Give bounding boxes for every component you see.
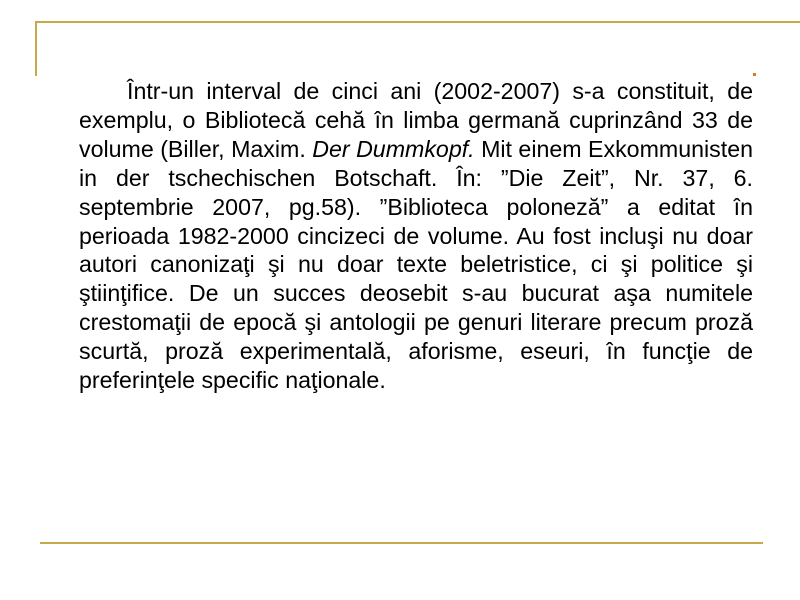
paragraph-text-end: Mit einem Exkommunisten in der tschechischen Botschaft. În: ”Die Zeit”, Nr. 37, 6. septembrie 2007, pg.58). ”Biblioteca poloneză” a editat în perioada 1982-2000 cincizeci de volume. Au fost incluşi nu doar autori canonizaţi şi nu doar texte beletristice, ci şi politice şi ştiinţifice. De un succes deosebit s-au bucurat aşa numitele crestomaţii de epocă şi antologii pe genuri literare precum proză scurtă, proză experimentală, aforisme, eseuri, în funcţie de preferinţele specific naţionale. xyxy=(79,135,753,394)
left-rule xyxy=(35,21,37,76)
bottom-rule xyxy=(40,542,763,544)
accent-dot xyxy=(753,73,756,76)
book-title-italic: Der Dummkopf. xyxy=(312,135,475,162)
paragraph-text-start: Într-un interval de cinci ani (2002-2007) s-a constituit, de exemplu, o Bibliotecă cehă în limba germană cuprinzând 33 de volume (Biller, Maxim. xyxy=(79,78,753,162)
slide-paragraph xyxy=(79,77,753,395)
top-rule xyxy=(35,21,800,23)
